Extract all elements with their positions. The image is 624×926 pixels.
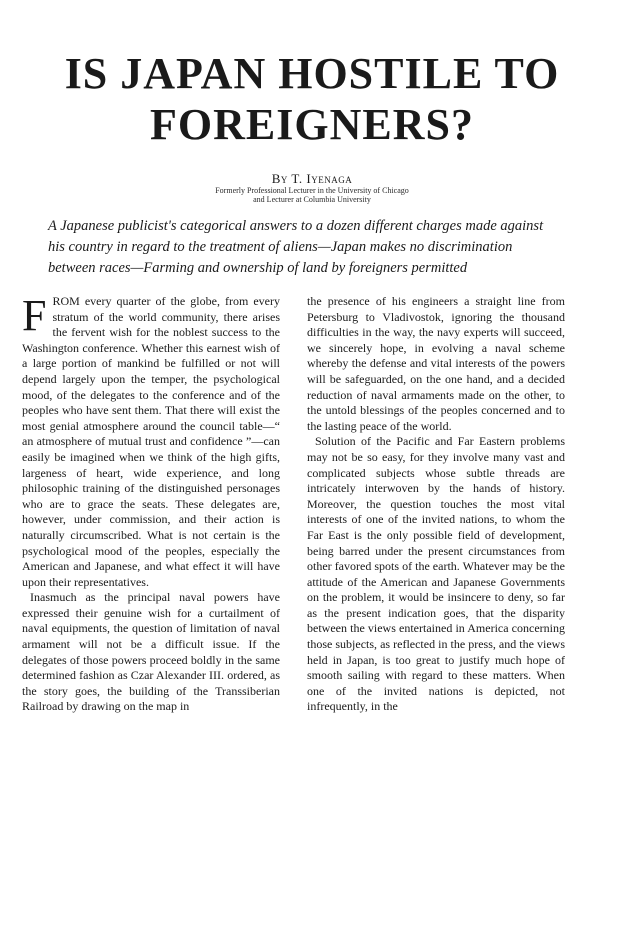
right-paragraph-1: the presence of his engineers a straight line from Petersburg to Vladivostok, ignoring the thousand difficulties in the way, the navy experts will succeed, we sincerely hope, in evolving a naval scheme whereby the defense and vital interests of the powers will be safeguarded, on the one hand, and a decided reduction of naval armaments made on the other, to the untold blessings of the peoples concerned and to the lasting peace of the world. [307, 294, 565, 433]
drop-cap: F [22, 291, 47, 340]
article-title-line-2: FOREIGNERS? [150, 100, 474, 149]
left-paragraph-1-text: ROM every quarter of the globe, from every stratum of the world community, there arises the fervent wish for the noblest success to the Washington conference. Whether this earnest wish of a large portion of mankind be fulfilled or not will depend largely upon the temper, the psychological mood, of the delegates to the conference and of the peoples who have sent them. That there will exist the most genial atmosphere around the council table—“ an atmosphere of mutual trust and confidence ”—can easily be imagined when we think of the high gifts, largeness of heart, wide experience, and long philosophic training of the distinguished personages who are to grace the seats. These delegates are, however, under commission, and their action is naturally circumscribed. What is not certain is the psychological mood of the peoples, especially the American and Japanese, and what effect it will have upon their representatives. [22, 294, 280, 589]
left-paragraph-1 [22, 291, 280, 590]
left-paragraph-2: Inasmuch as the principal naval powers have expressed their genuine wish for a curtailment of naval equipments, the question of limitation of naval armament will not be a difficult issue. If the delegates of those powers proceed boldly in the same determined fashion as Czar Alexander III. ordered, as the story goes, the building of the Transsiberian Railroad by drawing on the map in [22, 590, 280, 714]
left-column [22, 291, 280, 715]
author-credential-line-2: and Lecturer at Columbia University [253, 195, 371, 204]
article-deck: A Japanese publicist's categorical answers to a dozen different charges made against his country in regard to the treatment of aliens—Japan makes no discrimination between races—Farming and ownership of land by foreigners permitted [48, 218, 544, 276]
right-paragraph-2: Solution of the Pacific and Far Eastern problems may not be so easy, for they involve many vast and complicated subjects whose subtle threads are intricately interwoven by the hands of history. Moreover, the question touches the most vital interests of one of the invited nations, to whom the Far East is the only possible field of development, being barred under the present circumstances from other favored spots of the earth. Whatever may be the attitude of the American and Japanese Governments on the problem, it would be insincere to deny, so far as the present indication goes, that the disparity between the views entertained in America concerning those subjects, as reflected in the press, and the views held in Japan, is too great to justify much hope of smooth sailing with regard to these matters. When one of the invited nations is depicted, not infrequently, in the [307, 434, 565, 714]
byline: By T. Iyenaga [271, 171, 353, 186]
right-column [307, 294, 565, 715]
author-credential-line-1: Formerly Professional Lecturer in the University of Chicago [215, 186, 409, 195]
article-title-line-1: IS JAPAN HOSTILE TO [64, 49, 560, 98]
